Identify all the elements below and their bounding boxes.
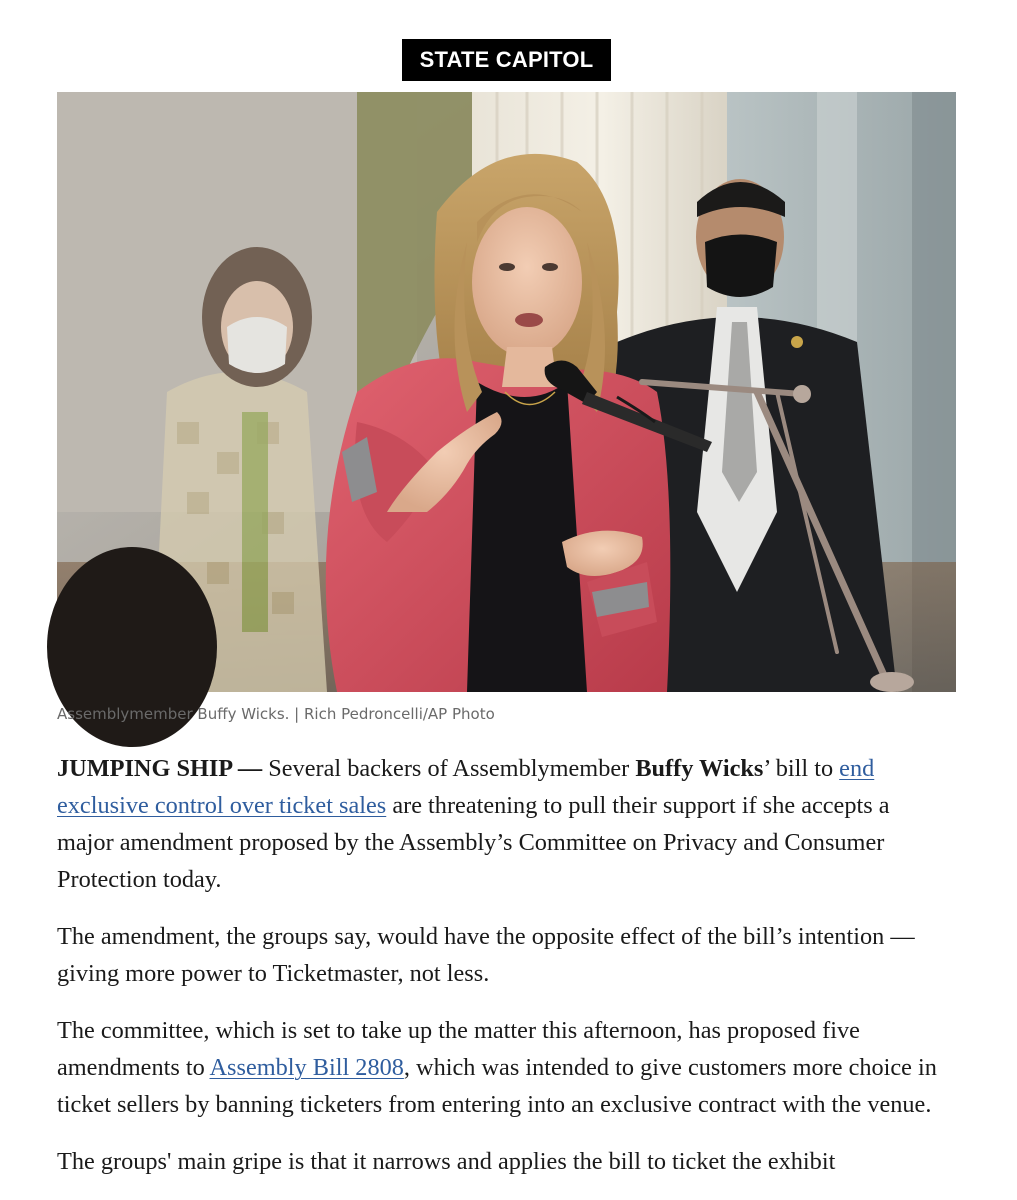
paragraph-1 [57,750,947,898]
paragraph-1-text-a: Several backers of Assemblymember [262,755,636,782]
paragraph-3-text-b: , which was intended to give customers more choice in ticket sellers by banning ticketers from entering into an exclusive contract with the venue. [57,1054,937,1118]
paragraph-3 [57,1012,947,1123]
assembly-bill-link[interactable]: Assembly Bill 2808 [209,1054,404,1081]
paragraph-2: The amendment, the groups say, would have the opposite effect of the bill’s intention — giving more power to Ticketmaster, not less. [57,923,915,987]
section-tag[interactable] [402,39,611,81]
person-name: Buffy Wicks [635,755,764,782]
paragraph-1-text-b: ’ bill to [763,755,840,782]
paragraph-3-text-a: The committee, which is set to take up the matter this afternoon, has proposed five amendments to [57,1017,860,1081]
article-photo [57,92,956,692]
paragraph-1-text-c: are threatening to pull their support if she accepts a major amendment proposed by the Assembly’s Committee on Privacy and Consumer Protection today. [57,792,890,893]
paragraph-4: The groups' main gripe is that it narrows and applies the bill to ticket the exhibit [57,1148,836,1175]
paragraph-4-clipped [57,1143,947,1175]
article-body [57,750,947,1175]
section-tag-label: STATE CAPITOL [419,47,594,72]
lead-in: JUMPING SHIP — [57,755,263,782]
photo-caption: Assemblymember Buffy Wicks. | Rich Pedroncelli/AP Photo [57,705,495,723]
ticket-sales-link[interactable]: end exclusive control over ticket sales [57,755,875,819]
photo-illustration [57,92,956,692]
